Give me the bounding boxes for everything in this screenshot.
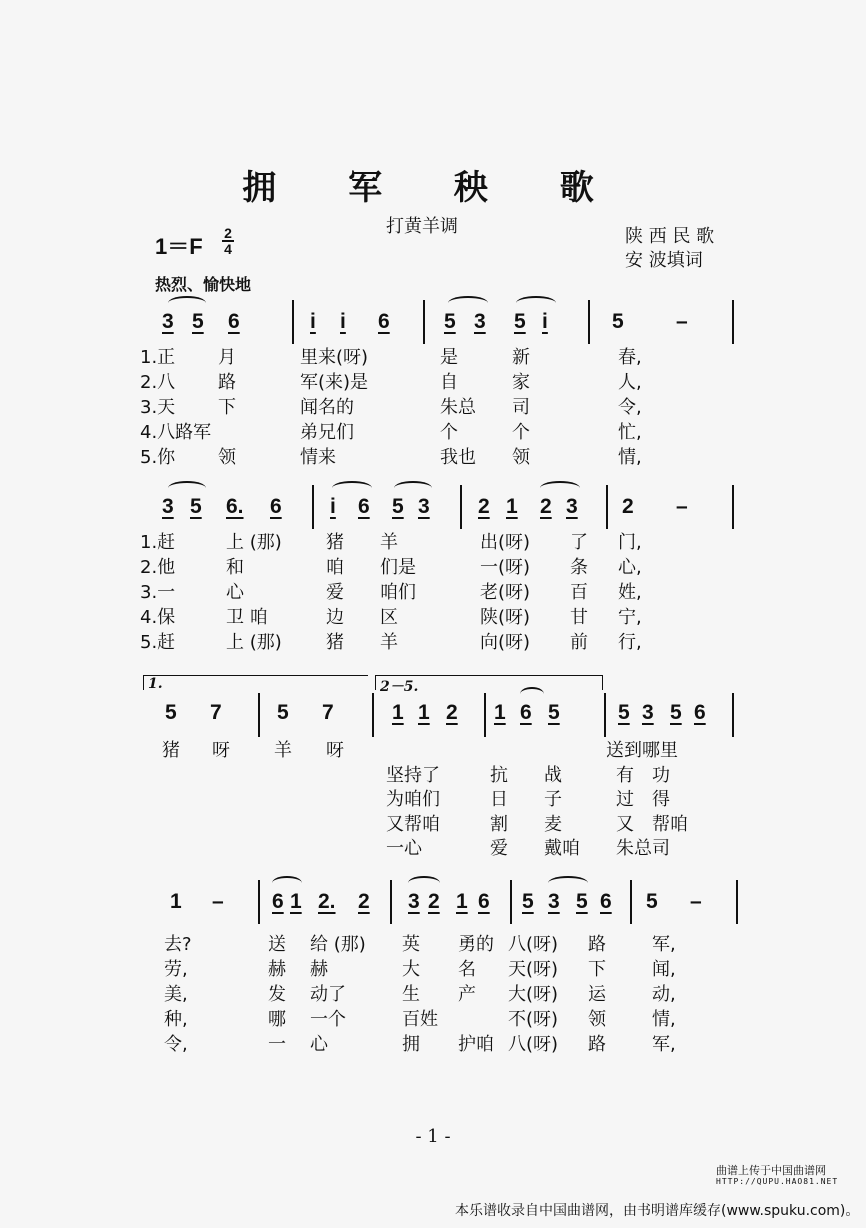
lyric-syllable: 猪 — [326, 632, 344, 653]
lyric-syllable: 月 — [218, 347, 236, 368]
lyric-syllable: 情, — [652, 1009, 676, 1030]
lyric-syllable: 新 — [512, 347, 530, 368]
note: 5 — [444, 310, 456, 333]
barline — [606, 485, 608, 529]
lyric-syllable: 麦 — [544, 813, 562, 835]
source-note: 曲谱上传于中国曲谱网 — [716, 1164, 826, 1177]
meter-top: 2 — [224, 225, 232, 241]
lyric-syllable: 一(呀) — [480, 557, 531, 578]
barline — [312, 485, 314, 529]
lyric-syllable: 边 — [326, 607, 344, 628]
lyric-syllable: 上 (那) — [226, 532, 282, 553]
note: 5 — [646, 890, 658, 913]
lyric-syllable: 个 — [512, 422, 530, 443]
lyric-syllable: 闻, — [652, 959, 676, 980]
note: 1 — [506, 495, 518, 518]
lyric-syllable: 下 — [588, 959, 606, 980]
lyric-syllable: 百 — [570, 582, 588, 603]
lyric-syllable: 一个 — [310, 1009, 346, 1030]
slur — [520, 687, 544, 701]
note: 3 — [642, 701, 654, 724]
note: 6 — [378, 310, 390, 333]
lyric-syllable: 我也 — [440, 447, 476, 468]
slur — [394, 481, 432, 495]
lyric-syllable: 赫 — [310, 959, 328, 980]
slur — [448, 296, 488, 310]
slur — [168, 481, 206, 495]
lyric-syllable: 陕(呀) — [480, 607, 531, 628]
note: 3 — [162, 310, 174, 333]
lyric-syllable: 不(呀) — [508, 1009, 559, 1030]
note: 5 — [192, 310, 204, 333]
lyric-syllable: 送 — [268, 934, 286, 955]
lyric-syllable: 5.赶 — [140, 632, 176, 653]
slur — [408, 876, 440, 890]
note: 5 — [576, 890, 588, 913]
lyric-syllable: 朱总 — [440, 397, 476, 418]
lyric-syllable: 出(呀) — [480, 532, 531, 553]
lyric-syllable: 赫 — [268, 959, 286, 980]
note: 3 — [408, 890, 420, 913]
lyric-syllable: 八(呀) — [508, 934, 559, 955]
lyric-syllable: 动了 — [310, 984, 346, 1005]
lyric-syllable: 令, — [164, 1034, 188, 1055]
source-url: HTTP://QUPU.HAO81.NET — [716, 1177, 839, 1186]
lyric-syllable: 3.一 — [140, 582, 176, 603]
lyric-syllable: 羊 — [274, 740, 292, 761]
lyric-syllable: 又帮咱 — [386, 813, 440, 835]
note: 5 — [514, 310, 526, 333]
staff-system-2 — [0, 485, 866, 545]
note: 6 — [272, 890, 284, 913]
lyric-syllable: 为咱们 — [386, 789, 440, 810]
note: 7 — [210, 701, 222, 724]
barline — [460, 485, 462, 529]
slur — [168, 296, 206, 310]
lyric-syllable: 功 — [652, 764, 670, 786]
lyric-syllable: 羊 — [380, 632, 398, 653]
note: 5 — [618, 701, 630, 724]
note: 6 — [520, 701, 532, 724]
lyric-syllable: 2.他 — [140, 557, 176, 578]
slur — [516, 296, 556, 310]
barline — [258, 693, 260, 737]
staff-system-1 — [0, 300, 866, 360]
lyric-syllable: 2.八 — [140, 372, 176, 393]
subtitle: 打黄羊调 — [386, 216, 458, 237]
note: 6 — [228, 310, 240, 333]
lyric-syllable: 司 — [512, 397, 530, 418]
lyric-syllable: 宁, — [618, 607, 642, 628]
lyric-syllable: 心, — [618, 557, 642, 578]
lyric-syllable: 军, — [652, 934, 676, 955]
lyric-syllable: 朱总司 — [616, 838, 670, 859]
lyric-syllable: 5.你 — [140, 447, 176, 468]
lyric-syllable: 劳, — [164, 959, 188, 980]
note: 1 — [456, 890, 468, 913]
lyric-syllable: 羊 — [380, 532, 398, 553]
lyric-syllable: 们是 — [380, 557, 416, 578]
staff-system-4 — [0, 880, 866, 940]
lyric-syllable: 忙, — [618, 422, 642, 443]
lyric-syllable: 4.八路军 — [140, 422, 212, 443]
lyric-syllable: 军(来)是 — [300, 372, 369, 393]
lyric-syllable: 个 — [440, 422, 458, 443]
lyric-syllable: 令, — [618, 397, 642, 418]
lyric-syllable: 家 — [512, 372, 530, 393]
note: 6 — [270, 495, 282, 518]
lyric-syllable: 猪 — [326, 532, 344, 553]
lyric-syllable: 1.正 — [140, 347, 176, 368]
lyric-syllable: 割 — [490, 813, 508, 835]
lyric-syllable: 心 — [226, 582, 244, 603]
tempo-marking: 热烈、愉快地 — [155, 275, 252, 294]
note: 6 — [600, 890, 612, 913]
lyric-syllable: 帮咱 — [652, 813, 688, 835]
lyric-syllable: 种, — [164, 1009, 188, 1030]
lyric-syllable: 行, — [618, 632, 642, 653]
lyric-syllable: 猪 — [162, 740, 180, 761]
lyric-syllable: 战 — [544, 764, 562, 786]
note: 2 — [428, 890, 440, 913]
slur — [548, 876, 588, 890]
note: 5 — [392, 495, 404, 518]
lyric-syllable: 爱 — [326, 582, 344, 603]
note: 5 — [277, 701, 289, 724]
note: 3 — [566, 495, 578, 518]
barline — [390, 880, 392, 924]
lyric-syllable: 产 — [458, 984, 476, 1005]
dash: – — [212, 890, 224, 913]
barline — [732, 693, 734, 737]
barline — [292, 300, 294, 344]
lyric-syllable: 发 — [268, 984, 286, 1005]
note: 5 — [190, 495, 202, 518]
barline — [510, 880, 512, 924]
lyric-syllable: 路 — [588, 934, 606, 955]
lyric-syllable: 姓, — [618, 582, 642, 603]
barline — [630, 880, 632, 924]
note: 7 — [322, 701, 334, 724]
volta-2: 2－5. — [375, 675, 603, 690]
lyric-syllable: 甘 — [570, 607, 588, 628]
barline — [258, 880, 260, 924]
barline — [588, 300, 590, 344]
lyric-syllable: 3.天 — [140, 397, 176, 418]
lyric-syllable: 一 — [268, 1034, 286, 1055]
lyric-syllable: 卫 咱 — [226, 607, 268, 628]
lyric-syllable: 送到哪里 — [606, 740, 678, 761]
barline — [484, 693, 486, 737]
note: 5 — [522, 890, 534, 913]
page-number: - 1 - — [415, 1126, 451, 1147]
lyric-syllable: 戴咱 — [544, 838, 580, 859]
lyric-syllable: 条 — [570, 557, 588, 578]
note: 2. — [318, 890, 336, 913]
note: 1 — [494, 701, 506, 724]
note: 3 — [162, 495, 174, 518]
lyric-syllable: 了 — [570, 532, 588, 553]
dash: – — [676, 495, 688, 518]
key-signature: 1＝F — [155, 234, 203, 259]
lyric-syllable: 又 — [616, 813, 634, 835]
slur — [332, 481, 372, 495]
lyric-syllable: 名 — [458, 959, 476, 980]
note: 6 — [478, 890, 490, 913]
lyric-syllable: 八(呀) — [508, 1034, 559, 1055]
lyric-syllable: 一心 — [386, 838, 422, 859]
note: 6 — [358, 495, 370, 518]
barline — [372, 693, 374, 737]
lyric-syllable: 领 — [588, 1009, 606, 1030]
lyric-syllable: 心 — [310, 1034, 328, 1055]
lyricist-credit: 安 波填词 — [625, 250, 703, 271]
slur — [272, 876, 302, 890]
lyric-syllable: 1.赶 — [140, 532, 176, 553]
note: 3 — [474, 310, 486, 333]
lyric-syllable: 英 — [402, 934, 420, 955]
lyric-syllable: 弟兄们 — [300, 422, 354, 443]
lyric-syllable: 春, — [618, 347, 642, 368]
lyric-syllable: 里来(呀) — [300, 347, 369, 368]
lyric-syllable: 闻名的 — [300, 397, 354, 418]
lyric-syllable: 上 (那) — [226, 632, 282, 653]
lyric-syllable: 大(呀) — [508, 984, 559, 1005]
lyric-syllable: 护咱 — [458, 1034, 494, 1055]
note: 6 — [694, 701, 706, 724]
note: 2 — [478, 495, 490, 518]
lyric-syllable: 领 — [512, 447, 530, 468]
lyric-syllable: 前 — [570, 632, 588, 653]
barline — [423, 300, 425, 344]
lyric-syllable: 情, — [618, 447, 642, 468]
lyric-syllable: 路 — [588, 1034, 606, 1055]
note: 2 — [358, 890, 370, 913]
note: 2 — [446, 701, 458, 724]
lyric-syllable: 4.保 — [140, 607, 176, 628]
lyric-syllable: 和 — [226, 557, 244, 578]
page-title: 拥 军 秧 歌 — [242, 168, 624, 208]
cache-note: 本乐谱收录自中国曲谱网，由书明谱库缓存(www.spuku.com)。 — [455, 1203, 860, 1219]
meter-bottom: 4 — [224, 241, 232, 257]
note: 3 — [548, 890, 560, 913]
lyric-syllable: 百姓 — [402, 1009, 438, 1030]
lyric-syllable: 生 — [402, 984, 420, 1005]
lyric-syllable: 天(呀) — [508, 959, 559, 980]
lyric-syllable: 咱 — [326, 557, 344, 578]
staff-system-3 — [0, 675, 866, 735]
lyric-syllable: 去? — [164, 934, 192, 955]
lyric-syllable: 自 — [440, 372, 458, 393]
note: 5 — [612, 310, 624, 333]
lyric-syllable: 抗 — [490, 764, 508, 786]
lyric-syllable: 呀 — [326, 740, 344, 761]
volta-1: 1. — [143, 675, 368, 690]
lyric-syllable: 过 — [616, 789, 634, 810]
lyric-syllable: 区 — [380, 607, 398, 628]
note: i — [542, 310, 548, 333]
lyric-syllable: 咱们 — [380, 582, 416, 603]
note: i — [330, 495, 336, 518]
barline — [732, 300, 734, 344]
lyric-syllable: 向(呀) — [480, 632, 531, 653]
lyric-syllable: 大 — [402, 959, 420, 980]
lyric-syllable: 老(呀) — [480, 582, 531, 603]
lyric-syllable: 是 — [440, 347, 458, 368]
lyric-syllable: 得 — [652, 789, 670, 810]
lyric-syllable: 哪 — [268, 1009, 286, 1030]
barline — [732, 485, 734, 529]
lyric-syllable: 日 — [490, 789, 508, 810]
lyric-syllable: 勇的 — [458, 934, 494, 955]
origin-credit: 陕 西 民 歌 — [625, 226, 715, 247]
lyric-syllable: 情来 — [300, 447, 336, 468]
note: 1 — [170, 890, 182, 913]
lyric-syllable: 子 — [544, 789, 562, 810]
note: 2 — [540, 495, 552, 518]
note: 6. — [226, 495, 244, 518]
lyric-syllable: 呀 — [212, 740, 230, 761]
lyric-syllable: 坚持了 — [386, 764, 440, 786]
lyric-syllable: 路 — [218, 372, 236, 393]
lyric-syllable: 拥 — [402, 1034, 420, 1055]
lyric-syllable: 领 — [218, 447, 236, 468]
lyric-syllable: 运 — [588, 984, 606, 1005]
lyric-syllable: 军, — [652, 1034, 676, 1055]
lyric-syllable: 门, — [618, 532, 642, 553]
lyric-syllable: 下 — [218, 397, 236, 418]
note: 1 — [392, 701, 404, 724]
lyric-syllable: 给 (那) — [310, 934, 366, 955]
barline — [736, 880, 738, 924]
note: 5 — [548, 701, 560, 724]
note: 2 — [622, 495, 634, 518]
note: 1 — [418, 701, 430, 724]
lyric-syllable: 人, — [618, 372, 642, 393]
slur — [540, 481, 580, 495]
note: 1 — [290, 890, 302, 913]
lyric-syllable: 爱 — [490, 838, 508, 859]
barline — [604, 693, 606, 737]
note: 5 — [165, 701, 177, 724]
lyric-syllable: 动, — [652, 984, 676, 1005]
lyric-syllable: 美, — [164, 984, 188, 1005]
note: i — [340, 310, 346, 333]
note: 3 — [418, 495, 430, 518]
note: i — [310, 310, 316, 333]
lyric-syllable: 有 — [616, 764, 634, 786]
time-signature — [222, 226, 234, 256]
dash: – — [690, 890, 702, 913]
note: 5 — [670, 701, 682, 724]
dash: – — [676, 310, 688, 333]
